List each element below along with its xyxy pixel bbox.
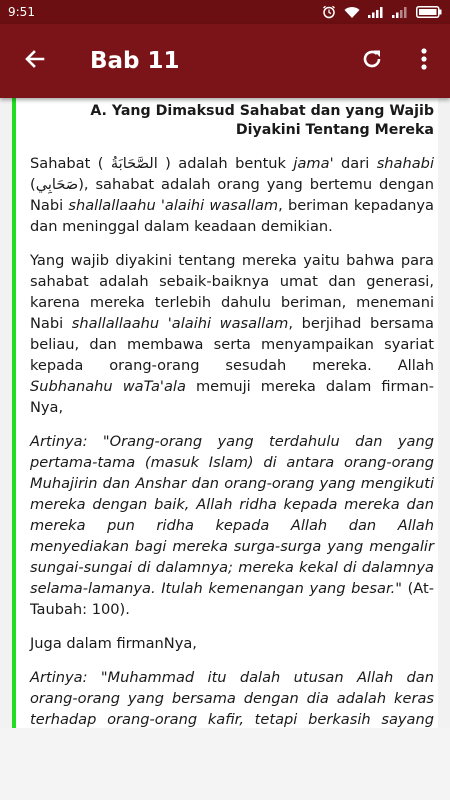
more-vert-icon — [420, 47, 428, 75]
content-scroll-area[interactable] — [0, 98, 450, 728]
bottom-bar — [0, 728, 450, 800]
battery-icon — [416, 6, 442, 18]
paragraph-1: Sahabat ( الصَّحَابَةُ ) adalah bentuk jama' dari shahabi (صَحَابِي), sahabat adalah orang yang bertemu dengan Nabi shallallaahu 'alaihi wasallam, beriman kepadanya dan meninggal dalam keadaan demikian. — [30, 155, 434, 235]
status-icons — [322, 5, 442, 19]
signal-icon — [368, 6, 384, 18]
section-heading: A. Yang Dimaksud Sahabat dan yang Wajib Diyakini Tentang Mereka — [90, 103, 434, 138]
article-card — [12, 98, 438, 738]
app-bar — [0, 24, 450, 98]
refresh-button[interactable] — [346, 24, 398, 98]
refresh-icon — [360, 47, 384, 75]
wifi-icon — [344, 6, 360, 19]
paragraph-5-quote: Artinya: "Muhammad itu dalah utusan Allah dan orang-orang yang bersama dengan dia adalah keras terhadap orang-orang kafir, tetapi berkasih sayang — [30, 669, 434, 728]
status-bar — [0, 0, 450, 24]
more-options-button[interactable] — [398, 24, 450, 98]
alarm-icon — [322, 5, 336, 19]
page-title: Bab 11 — [90, 48, 180, 74]
back-button[interactable] — [0, 24, 70, 98]
arabic-text: صَحَابِي — [35, 176, 79, 193]
arabic-text: الصَّحَابَةُ — [110, 155, 158, 172]
paragraph-4: Juga dalam firmanNya, — [30, 635, 197, 652]
paragraph-2: Yang wajib diyakini tentang mereka yaitu bahwa para sahabat adalah sebaik-baiknya umat dan generasi, karena mereka terlebih dahulu beriman, menemani Nabi shallallaahu 'alaihi wasallam, berjihad bersama beliau, dan membawa serta menyampaikan syariat kepada orang-orang sesudah mereka. Allah Subhanahu waTa'ala memuji mereka dalam firman-Nya, — [30, 252, 434, 416]
signal-icon-2 — [392, 6, 408, 18]
status-time: 9:51 — [8, 5, 35, 19]
arrow-back-icon — [23, 47, 47, 75]
paragraph-3-quote: Artinya: "Orang-orang yang terdahulu dan yang pertama-tama (masuk Islam) di antara orang-orang Muhajirin dan Anshar dan orang-orang yang mengikuti mereka dengan baik, Allah ridha kepada mereka dan mereka pun ridha kepada Allah dan Allah menyediakan bagi mereka surga-surga yang mengalir sungai-sungai di dalamnya; mereka kekal di dalamnya selama-lamanya. Itulah kemenangan yang besar." (At-Taubah: 100). — [30, 433, 434, 618]
